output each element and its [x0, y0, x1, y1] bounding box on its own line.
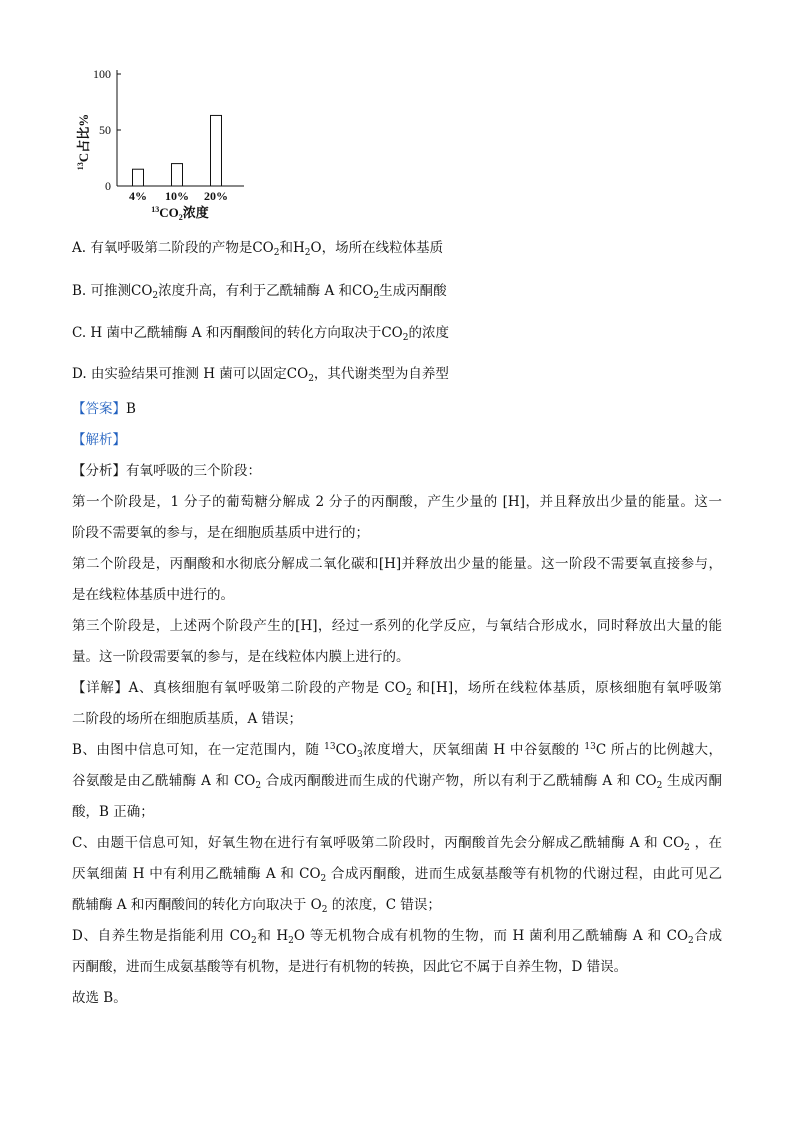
detail-10-sup1: 13 — [324, 742, 336, 752]
option-b-sub2: 2 — [373, 291, 380, 301]
analysis-line-1: 【分析】有氧呼吸的三个阶段： — [72, 463, 261, 479]
option-a-sub: 2 — [273, 248, 280, 258]
option-b-sub1: 2 — [152, 291, 159, 301]
detail-line-8 — [72, 673, 722, 704]
option-b-post: 生成丙酮酸 — [379, 283, 447, 299]
detail-16-sub: 2 — [250, 936, 257, 946]
detail-16-post2: 合成 — [693, 928, 722, 944]
x-axis-title-co: CO — [159, 205, 179, 220]
x-axis-title-sup: 13 — [151, 205, 160, 214]
answer-label: 【答案】 — [72, 401, 126, 417]
detail-11-pre: 谷氨酸是由乙酰辅酶 A 和 CO — [72, 773, 256, 789]
option-b-text: B. 可推测 — [72, 283, 132, 299]
detail-line-14 — [72, 859, 722, 890]
x-tick-label: 10% — [165, 189, 189, 203]
detail-11-post2: 生成丙酮 — [662, 773, 722, 789]
detail-10-sub1: 3 — [357, 750, 363, 760]
option-c — [72, 323, 449, 343]
detail-13-pre: C、由题干信息可知，好氧生物在进行有氧呼吸第二阶段时，丙酮酸首先会分解成乙酰辅酶 A 和 CO — [72, 835, 685, 851]
detail-line-11 — [72, 766, 722, 797]
option-b-co2: CO — [352, 283, 374, 299]
detail-16-post: O 等无机物合成有机物的生物，而 H 菌利用乙酰辅酶 A 和 CO — [293, 928, 689, 944]
x-tick-label: 20% — [204, 189, 228, 203]
detail-15-sub: 2 — [321, 905, 328, 915]
analysis-line-5: 是在线粒体基质中进行的。 — [72, 587, 234, 603]
svg-text:13C占比% — [76, 114, 91, 170]
bar-chart — [70, 62, 260, 227]
detail-8-pre: 【详解】A、真核细胞有氧呼吸第二阶段的产物是 CO — [72, 680, 406, 696]
detail-16-mid: 和 H — [256, 928, 289, 944]
answer-line — [72, 394, 722, 425]
detail-8-sub: 2 — [405, 688, 412, 698]
option-a-text: A. 有氧呼吸第二阶段的产物是 — [72, 240, 253, 256]
analysis-line-7: 量。这一阶段需要氧的参与，是在线粒体内膜上进行的。 — [72, 649, 410, 665]
x-axis-title-rest: 浓度 — [182, 205, 209, 220]
detail-line-9: 二阶段的场所在细胞质基质，A 错误； — [72, 711, 303, 727]
option-b — [72, 281, 447, 301]
detail-line-12: 酸，B 正确； — [72, 804, 154, 820]
answer-value: B — [126, 401, 136, 417]
detail-16-sub3: 2 — [688, 936, 694, 946]
detail-line-10 — [72, 735, 722, 766]
detail-13-post: ，在 — [689, 835, 722, 851]
detail-10-mid1: CO — [335, 742, 357, 758]
x-axis-title-sub: 2 — [178, 213, 183, 222]
option-b-mid: 浓度升高，有利于乙酰辅酶 A 和 — [158, 283, 352, 299]
analysis-line-4: 第二个阶段是，丙酮酸和水彻底分解成二氧化碳和[H]并释放出少量的能量。这一阶段不需要氧直接参与， — [72, 556, 722, 572]
y-tick-label: 0 — [105, 179, 111, 193]
option-c-text: C. H 菌中乙酰辅酶 A 和丙酮酸间的转化方向取决于 — [72, 325, 382, 341]
detail-16-pre: D、自养生物是指能利用 CO — [72, 928, 251, 944]
bar-20pct — [211, 115, 222, 186]
option-d — [72, 364, 449, 384]
detail-line-16 — [72, 921, 722, 952]
option-d-co: CO — [286, 366, 309, 382]
detail-11-sub: 2 — [255, 781, 262, 791]
detail-11-post: 合成丙酮酸进而生成的代谢产物，所以有利于乙酰辅酶 A 和 CO — [261, 773, 657, 789]
y-axis-title — [76, 114, 91, 170]
option-a-h: H — [292, 240, 305, 256]
detail-15-post: 的浓度，C 错误； — [327, 897, 441, 913]
detail-14-pre: 厌氧细菌 H 中有利用乙酰辅酶 A 和 CO — [72, 866, 321, 882]
option-d-post: ，其代谢类型为自养型 — [313, 366, 449, 382]
option-d-sub: 2 — [308, 374, 314, 384]
x-tick-label: 4% — [129, 189, 147, 203]
detail-line-18: 故选 B。 — [72, 990, 127, 1006]
analysis-label: 【解析】 — [72, 432, 126, 448]
detail-line-13 — [72, 828, 722, 859]
option-c-co: CO — [381, 325, 403, 341]
option-a — [72, 238, 443, 258]
option-b-co1: CO — [131, 283, 153, 299]
option-c-post: 的浓度 — [408, 325, 449, 341]
option-c-sub: 2 — [402, 333, 409, 343]
x-ticks — [129, 189, 228, 203]
analysis-label-line — [72, 425, 722, 456]
detail-15-pre: 酰辅酶 A 和丙酮酸间的转化方向取决于 O — [72, 897, 322, 913]
bar-4pct — [133, 169, 144, 186]
analysis-line-6: 第三个阶段是，上述两个阶段产生的[H]，经过一系列的化学反应，与氧结合形成水，同时释放出大量的能 — [72, 618, 722, 634]
bar-10pct — [172, 164, 183, 186]
bars — [133, 115, 222, 186]
detail-16-sub2: 2 — [288, 936, 294, 946]
option-a-sub-h: 2 — [304, 248, 311, 258]
detail-14-post: 合成丙酮酸，进而生成氨基酸等有机物的代谢过程，由此可见乙 — [326, 866, 722, 882]
y-axis-title-sup: 13 — [76, 162, 85, 171]
y-tick-label: 100 — [93, 67, 111, 81]
option-a-o: O — [310, 240, 322, 256]
analysis-line-3: 阶段不需要氧的参与，是在细胞质基质中进行的； — [72, 525, 369, 541]
detail-10-mid2: 浓度增大，厌氧细菌 H 中谷氨酸的 — [362, 742, 585, 758]
detail-line-17: 丙酮酸，进而生成氨基酸等有机物，是进行有机物的转换，因此它不属于自养生物，D 错误。 — [72, 959, 628, 975]
solution-section — [72, 394, 722, 1014]
option-a-post: ，场所在线粒体基质 — [321, 240, 444, 256]
detail-14-sub: 2 — [320, 874, 327, 884]
detail-10-post: C 所占的比例越大， — [595, 742, 722, 758]
detail-10-sup2: 13 — [584, 742, 596, 752]
analysis-line-2: 第一个阶段是，1 分子的葡萄糖分解成 2 分子的丙酮酸，产生少量的 [H]，并且释放出少量的能量。这一 — [72, 494, 722, 510]
detail-line-15 — [72, 890, 722, 921]
detail-11-sub2: 2 — [656, 781, 663, 791]
option-a-co: CO — [252, 240, 274, 256]
detail-10-pre: B、由图中信息可知，在一定范围内，随 — [72, 742, 325, 758]
option-d-text: D. 由实验结果可推测 H 菌可以固定 — [72, 366, 287, 382]
detail-8-post: 和[H]，场所在线粒体基质，原核细胞有氧呼吸第 — [411, 680, 722, 696]
x-axis-title — [151, 205, 209, 222]
y-axis-title-text: C占比% — [76, 113, 91, 163]
option-a-mid: 和 — [279, 240, 293, 256]
detail-13-sub: 2 — [684, 843, 690, 853]
y-tick-label: 50 — [99, 123, 111, 137]
